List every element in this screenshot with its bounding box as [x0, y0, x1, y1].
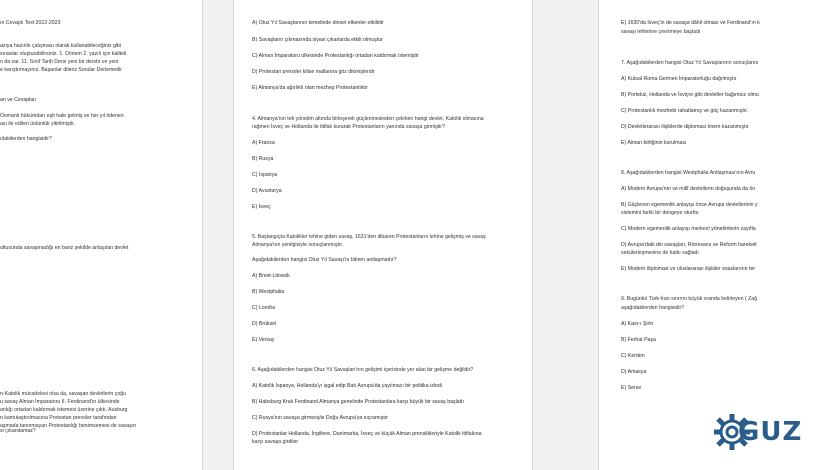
question-text: 8. Aşağıdakilerden hangisi Westphalia Antlaşması'nın Avru — [621, 170, 756, 176]
answer-option: A) Kasr-ı Şirin — [621, 321, 654, 327]
answer-option: B) Savaşların çıkmasında siyasi çıkarlarda etkili olmuştur — [252, 37, 383, 43]
text-line: si çıkanılamaz? — [0, 428, 36, 434]
answer-option: C) Londra — [252, 305, 276, 311]
answer-option: D) Avrupa'daki din savaşları, Rönesans ve Reform hareketl — [621, 242, 757, 248]
document-page-right — [598, 0, 838, 470]
text-line: ın Cevaplı Test 2022-2023 — [0, 20, 61, 26]
question-text: 9. Bugünkü Türk-İran sınırını büyük oranda belirleyen ( Zağ — [621, 296, 758, 302]
answer-option: E) Alman birliğinin kurulması — [621, 140, 687, 146]
text-line: Almanya'nın yenilgisiyle sonuçlanmıştır. — [252, 242, 344, 248]
watermark-text: GUZ — [738, 417, 803, 447]
text-line: azıya hazırlık çalışması olarak kullanabileceğiniz gibi — [0, 43, 122, 49]
text-line: ıdakilerden hangisidir? — [0, 136, 52, 142]
answer-option: C) İspanya — [252, 172, 278, 178]
text-line: ultusunda savaşmadığı en bariz şekilde anlaşılan devlet — [0, 245, 129, 251]
text-line: u savaş Alman İmparatoru II. Ferdinand'ın ülkesinde — [0, 399, 120, 405]
answer-option: C) Kerden — [621, 353, 645, 359]
question-text: 4. Almanya'nın tek yönetim altında birleşerek güçlenmesinden çekinen hangi devlet, Katolik olmasına — [252, 116, 484, 122]
text-line: n kamulaştırılmasına Protestan prensler tarafından — [0, 415, 117, 421]
answer-option: B) Ferhat Paşa — [621, 337, 656, 343]
answer-option: A) Modern Avrupa'nın ve millî devletlerin doğuşunda da ön — [621, 186, 756, 192]
text-line: ası ile edilen üstünlük yitirilmiştir. — [0, 121, 75, 127]
answer-option: B) Güçlenen egemenlik anlayışı önce Avrupa devletlerinin y — [621, 202, 758, 208]
answer-option: C) Rusya'nın savaşa girmesiyle Doğu Avrupa'ya sıçramıştır — [252, 415, 388, 421]
answer-option: D) Brüksel — [252, 321, 277, 327]
watermark-logo — [712, 410, 803, 454]
answer-option: D) Devletlerarası ilişkilerde diplomasi önem kazanmıştır — [621, 124, 749, 130]
answer-option: B) Rusya — [252, 156, 274, 162]
question-text: 5. Başlangıçta Katolikler lehine giden savaş, 1631'den itibaren Protestanların lehine gelişmiş ve savaş — [252, 234, 486, 240]
question-text: 6. Aşağıdakilerden hangisi Otuz Yıl Savaşları'nın gelişimi içerisinde yer alan bir gelişme değildir? — [252, 367, 474, 373]
answer-option: A) Otuz Yıl Savaşlarının temelinde dinsel etkenler etkilidir — [252, 20, 384, 26]
answer-option: E) 1630'da İsveç'in de savaşa dâhil olması ve Ferdinand'ın k — [621, 20, 760, 26]
answer-option: C) Modern egemenlik anlayışı merkezî yönetimlerin zayıfla — [621, 226, 756, 232]
answer-option: D) Avusturya — [252, 188, 282, 194]
answer-option: E) İsveç — [252, 204, 271, 210]
text-line: aşmada tanınmayan Protestanlığı benimsemesi de savaşın — [0, 423, 137, 429]
answer-option: C) Alman İmparatoru ülkesinde Protestanlığı ortadan kaldırmak istemiştir — [252, 53, 419, 59]
document-page-middle — [233, 0, 533, 470]
answer-option: D) Protestanlar Hollanda, İngiltere, Danimarka, İsveç ve küçük Alman prenslikleriyle Katolik ittifakına — [252, 431, 482, 437]
text-line: sistemini farklı bir dengeye oturttu — [621, 210, 699, 216]
answer-option: E) Modern diplomasi ve uluslararası ilişkiler esaslarının ter — [621, 266, 756, 272]
text-line: n-Katolik mücadelesi olsa da, savaşan devletlerin çoğu — [0, 391, 127, 397]
text-line: an ve Cevapları — [0, 97, 37, 103]
answer-option: B) Habsburg Kralı Ferdinand Almanya genelinde Protestanlara karşı büyük bir savaş başlattı — [252, 399, 464, 405]
answer-option: B) Westphalia — [252, 289, 285, 295]
answer-option: A) Brest-Litowsk — [252, 273, 290, 279]
answer-option: E) Versay — [252, 337, 275, 343]
text-line: sekülerleşmesine de katkı sağladı — [621, 250, 699, 256]
text-line: savaşı lehlerine çevirmeye başladı — [621, 29, 701, 35]
text-line: n da var. 11. Sınıf Tarih Dersi yeni bir derstir ve yeni — [0, 59, 119, 65]
text-line: rağmen İsveç ve Hollanda ile ittifak kurarak Protestanların yanında savaşa girmiştir? — [252, 124, 445, 130]
document-page-left — [0, 0, 203, 470]
answer-option: E) Almanya'da ağırlıklı olan mezhep Protestanlıktır — [252, 85, 369, 91]
answer-option: D) Amasya — [621, 369, 647, 375]
answer-option: B) Portekiz, Hollanda ve İsviçre gibi devletler bağımsız olmu — [621, 92, 759, 98]
text-line: anlığı ortadan kaldırmak istemesi üzerine çıktı. Ausburg — [0, 407, 128, 413]
text-line: sınavlar oluşturabilirsiniz. 1. Dönem 2. yazılı için kaliteli — [0, 51, 127, 57]
answer-option: A) Fransa — [252, 140, 275, 146]
question-text: 7. Aşağıdakilerden hangisi Otuz Yıl Savaşlarının sonuçlarını — [621, 60, 759, 66]
answer-option: A) Katolik İspanya, Hollanda'yı işgal edip Batı Avrupa'da yayılmacı bir politika izledi — [252, 383, 442, 389]
answer-option: E) Serav — [621, 385, 642, 391]
text-line: karşı savaşa girdiler — [252, 439, 299, 445]
answer-option: C) Protestanlık mezhebi rahatlamış ve güç kazanmıştır. — [621, 108, 749, 114]
text-line: Osmanlı hükümdarı eşit hale gelmiş ve her yıl ödenen — [0, 113, 124, 119]
text-line: Aşağıdakilerden hangisi Otuz Yıl Savaşı'nı bitiren antlaşmadır? — [252, 257, 397, 263]
answer-option: D) Protestan prensler kilise mallarına göz dikmişlerdir — [252, 69, 375, 75]
answer-option: A) Kutsal Roma Germen İmparatorluğu dağılmıştır — [621, 76, 737, 82]
text-line: e karıştırmayınız. Başarılar dileriz Sorular Derlemedir — [0, 67, 122, 73]
text-line: aşağıdakilerden hangisidir? — [621, 305, 685, 311]
